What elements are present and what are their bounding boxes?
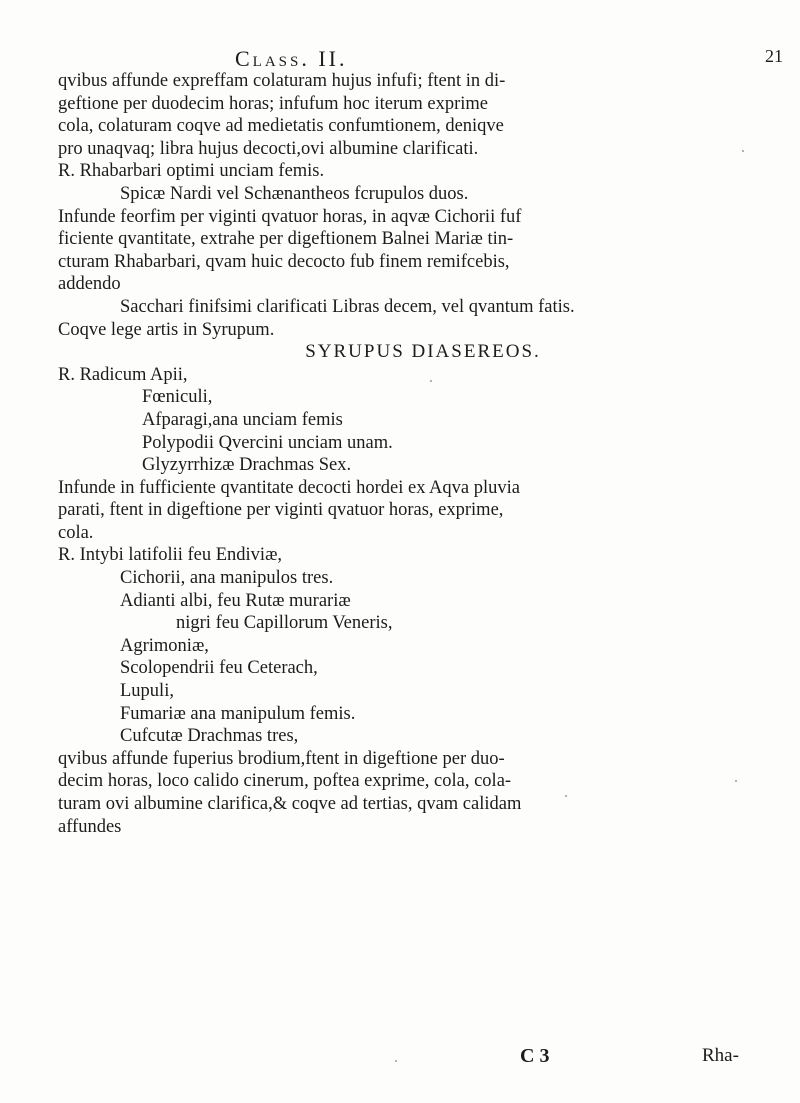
- text-line: Infunde feorfim per viginti qvatuor horas, in aqvæ Cichorii fuf: [58, 206, 522, 227]
- text-line: Glyzyrrhizæ Drachmas Sex.: [142, 455, 352, 476]
- page-number: 21: [765, 46, 783, 66]
- text-line: R. Radicum Apii,: [58, 364, 188, 385]
- text-line: R. Rhabarbari optimi unciam femis.: [58, 161, 325, 182]
- page-body-text: [58, 70, 748, 838]
- text-line: nigri feu Capillorum Veneris,: [176, 613, 393, 634]
- text-line: parati, ftent in digeftione per viginti qvatuor horas, exprime,: [58, 500, 504, 521]
- text-line: cola, colaturam coqve ad medietatis confumtionem, deniqve: [58, 116, 504, 137]
- text-line: qvibus affunde fuperius brodium,ftent in digeftione per duo-: [58, 748, 505, 769]
- page-header: [0, 46, 800, 72]
- text-line: decim horas, loco calido cinerum, poftea exprime, cola, cola-: [58, 771, 512, 792]
- text-line: Fœniculi,: [142, 387, 213, 408]
- text-line: Agrimoniæ,: [120, 635, 209, 656]
- text-line: ficiente qvantitate, extrahe per digeftionem Balnei Mariæ tin-: [58, 229, 514, 250]
- text-line: Cichorii, ana manipulos tres.: [120, 568, 334, 589]
- text-line: pro unaqvaq; libra hujus decocti,ovi albumine clarificati.: [58, 138, 479, 159]
- text-line: Coqve lege artis in Syrupum.: [58, 319, 275, 340]
- text-line: Adianti albi, feu Rutæ murariæ: [120, 590, 351, 611]
- text-line: Afparagi,ana unciam femis: [142, 409, 343, 430]
- text-line: Polypodii Qvercini unciam unam.: [142, 432, 393, 453]
- section-heading: SYRUPUS DIASEREOS.: [305, 341, 541, 363]
- text-line: geftione per duodecim horas; infufum hoc iterum exprime: [58, 93, 488, 114]
- text-line: Fumariæ ana manipulum femis.: [120, 703, 356, 724]
- text-line: Scolopendrii feu Ceterach,: [120, 658, 318, 679]
- text-line: Infunde in fufficiente qvantitate decocti hordei ex Aqva pluvia: [58, 477, 520, 498]
- text-line: cturam Rhabarbari, qvam huic decocto fub finem remifcebis,: [58, 251, 510, 272]
- text-line: Cufcutæ Drachmas tres,: [120, 726, 299, 747]
- signature-mark: C 3: [520, 1045, 550, 1067]
- text-line: Sacchari finifsimi clarificati Libras decem, vel qvantum fatis.: [120, 296, 575, 317]
- text-line: qvibus affunde expreffam colaturam hujus infufi; ftent in di-: [58, 71, 506, 91]
- text-line: Spicæ Nardi vel Schænantheos fcrupulos duos.: [120, 183, 469, 204]
- text-line: cola.: [58, 522, 94, 543]
- text-line: addendo: [58, 274, 121, 295]
- page-footer: [0, 1045, 800, 1073]
- text-line: affundes: [58, 816, 122, 837]
- catchword: Rha-: [702, 1045, 739, 1066]
- text-line: R. Intybi latifolii feu Endiviæ,: [58, 545, 283, 566]
- running-head: Class. II.: [235, 46, 348, 71]
- text-line: turam ovi albumine clarifica,& coqve ad tertias, qvam calidam: [58, 794, 522, 814]
- text-line: Lupuli,: [120, 681, 174, 702]
